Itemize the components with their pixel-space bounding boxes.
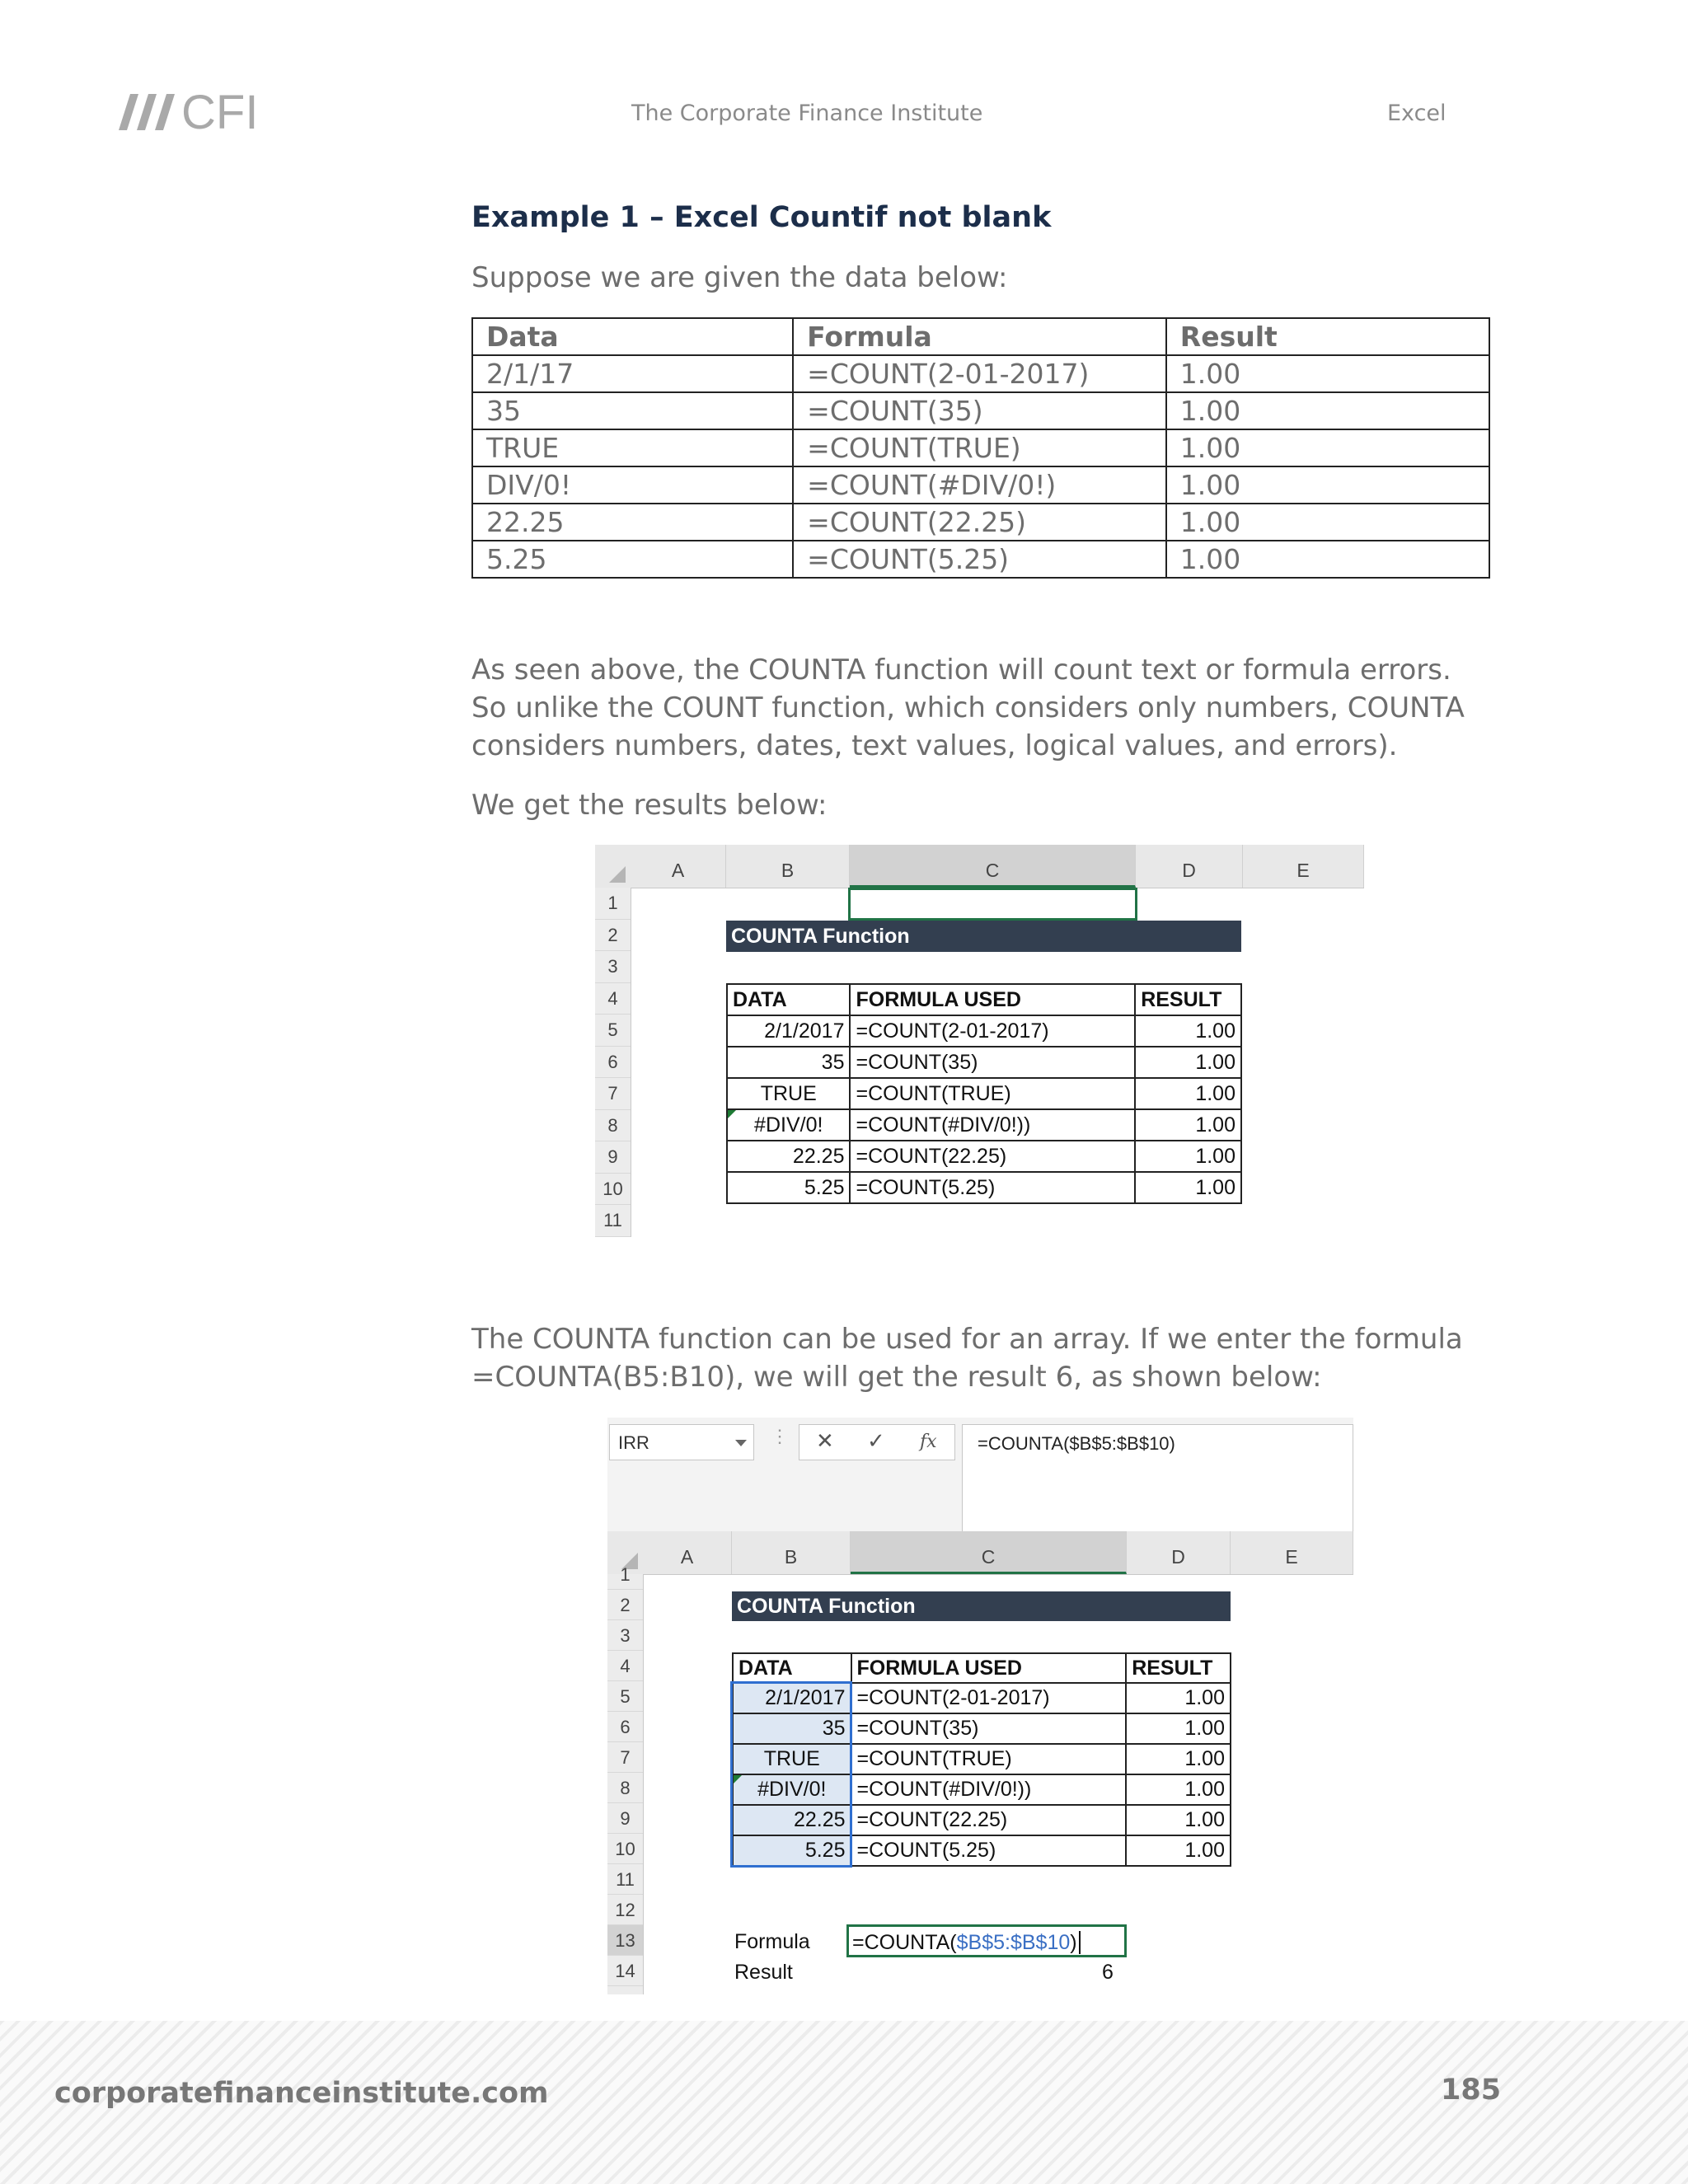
formula-cell[interactable]: =COUNT(#DIV/0!)) [850, 1109, 1135, 1141]
result-cell[interactable]: 1.00 [1126, 1835, 1231, 1866]
table-cell: =COUNT(#DIV/0!) [793, 466, 1166, 504]
excel-screenshot-2 [607, 1418, 1353, 1994]
sheet-column-header[interactable]: FORMULA USED [850, 984, 1135, 1015]
formula-cell[interactable]: =COUNT(5.25) [850, 1172, 1135, 1203]
data-cell[interactable]: 5.25 [727, 1172, 850, 1203]
intro-paragraph: Suppose we are given the data below: [471, 261, 1008, 294]
data-cell[interactable]: TRUE [727, 1078, 850, 1109]
row-number[interactable]: 11 [595, 1205, 631, 1237]
row-number[interactable]: 4 [607, 1651, 643, 1681]
table-row [727, 1109, 1241, 1141]
column-c-header[interactable]: C [851, 1531, 1127, 1574]
table-cell: 1.00 [1166, 392, 1489, 429]
sheet-header-row [727, 984, 1241, 1015]
formula-cell[interactable]: =COUNT(2-01-2017) [850, 1015, 1135, 1047]
result-cell[interactable]: 1.00 [1135, 1109, 1241, 1141]
row-number[interactable]: 7 [595, 1078, 631, 1110]
table-cell: =COUNT(2-01-2017) [793, 355, 1166, 392]
column-header: Formula [793, 318, 1166, 355]
result-cell[interactable]: 1.00 [1135, 1078, 1241, 1109]
table-header-row [472, 318, 1489, 355]
enter-icon[interactable]: ✓ [867, 1428, 885, 1453]
table-cell: =COUNT(TRUE) [793, 429, 1166, 466]
data-cell[interactable]: 35 [727, 1047, 850, 1078]
sheet-column-header[interactable]: RESULT [1126, 1653, 1231, 1683]
text-cursor [1079, 1931, 1081, 1954]
column-d-header[interactable]: D [1127, 1531, 1231, 1574]
result-cell[interactable]: 1.00 [1126, 1744, 1231, 1774]
table-cell: 1.00 [1166, 466, 1489, 504]
table-cell: 1.00 [1166, 429, 1489, 466]
row-number[interactable]: 12 [607, 1895, 643, 1925]
data-table [471, 317, 1490, 579]
data-cell[interactable]: TRUE [733, 1744, 851, 1774]
sheet-title-bar: COUNTA Function [726, 921, 1241, 952]
data-cell[interactable]: 2/1/2017 [733, 1683, 851, 1713]
table-cell: 5.25 [472, 541, 793, 578]
table-cell: TRUE [472, 429, 793, 466]
table-cell: 1.00 [1166, 504, 1489, 541]
result-label: Result [734, 1961, 793, 1984]
row-number[interactable]: 7 [607, 1742, 643, 1773]
formula-cell[interactable]: =COUNT(#DIV/0!)) [851, 1774, 1127, 1805]
insert-function-icon[interactable]: fx [920, 1432, 937, 1452]
row-number[interactable]: 9 [595, 1141, 631, 1174]
sheet-header-row [733, 1653, 1231, 1683]
array-paragraph: The COUNTA function can be used for an array. If we enter the formula =COUNTA(B5:B10), we will get the result 6, as shown below: [471, 1323, 1463, 1394]
row-number[interactable]: 2 [595, 920, 631, 952]
row-number[interactable]: 6 [607, 1712, 643, 1742]
table-row [472, 504, 1489, 541]
formula-cell[interactable]: =COUNT(35) [850, 1047, 1135, 1078]
formula-cell[interactable]: =COUNT(22.25) [850, 1141, 1135, 1172]
cfi-logo [114, 82, 262, 137]
row-number[interactable]: 11 [607, 1864, 643, 1895]
chevron-down-icon[interactable] [735, 1440, 747, 1446]
svg-text:CFI: CFI [181, 86, 259, 137]
formula-cell[interactable]: =COUNT(22.25) [851, 1805, 1127, 1835]
select-all-corner[interactable] [595, 845, 631, 888]
row-number[interactable]: 3 [607, 1620, 643, 1651]
column-header: Result [1166, 318, 1489, 355]
results-intro: We get the results below: [471, 789, 828, 822]
more-options-icon[interactable]: ⋮ [771, 1426, 789, 1446]
result-cell[interactable]: 1.00 [1126, 1713, 1231, 1744]
formula-suffix: ) [1070, 1931, 1077, 1954]
footer-url[interactable]: corporatefinanceinstitute.com [54, 2077, 549, 2110]
row-number[interactable]: 13 [607, 1925, 643, 1956]
data-cell[interactable]: 35 [733, 1713, 851, 1744]
row-number[interactable]: 9 [607, 1803, 643, 1834]
result-cell[interactable]: 1.00 [1135, 1015, 1241, 1047]
table-row [727, 1047, 1241, 1078]
data-cell[interactable]: #DIV/0! [727, 1109, 850, 1141]
table-cell: =COUNT(5.25) [793, 541, 1166, 578]
column-b-header[interactable]: B [726, 845, 850, 888]
result-cell[interactable]: 1.00 [1135, 1047, 1241, 1078]
sheet-title-bar: COUNTA Function [732, 1591, 1231, 1621]
formula-cell[interactable]: =COUNT(TRUE) [851, 1744, 1127, 1774]
example-heading: Example 1 – Excel Countif not blank [471, 201, 1052, 234]
table-row [727, 1078, 1241, 1109]
formula-cell[interactable]: =COUNT(5.25) [851, 1835, 1127, 1866]
table-row [727, 1172, 1241, 1203]
sheet-table [726, 983, 1242, 1204]
column-e-header[interactable]: E [1231, 1531, 1353, 1574]
data-cell[interactable]: #DIV/0! [733, 1774, 851, 1805]
table-row [472, 429, 1489, 466]
result-cell[interactable]: 1.00 [1126, 1805, 1231, 1835]
row-number[interactable]: 2 [607, 1590, 643, 1620]
row-number[interactable]: 1 [607, 1559, 643, 1590]
excel-screenshot-1 [595, 845, 1364, 1237]
row-number[interactable]: 1 [595, 888, 631, 920]
column-header: Data [472, 318, 793, 355]
row-number[interactable]: 8 [595, 1110, 631, 1142]
formula-input[interactable]: =COUNTA($B$5:$B$10) [962, 1424, 1353, 1540]
column-e-header[interactable]: E [1243, 845, 1364, 888]
column-c-header[interactable]: C [850, 845, 1136, 888]
data-cell[interactable]: 22.25 [733, 1805, 851, 1835]
data-cell[interactable]: 5.25 [733, 1835, 851, 1866]
cancel-icon[interactable]: ✕ [816, 1428, 834, 1453]
counta-explanation: As seen above, the COUNTA function will count text or formula errors. So unlike the COUNT function, which considers only numbers, COUNTA considers numbers, dates, text values, logical values, and errors). [471, 654, 1465, 762]
row-number[interactable]: 5 [607, 1681, 643, 1712]
formula-cell[interactable]: =COUNT(TRUE) [850, 1078, 1135, 1109]
formula-cell[interactable]: =COUNT(2-01-2017) [851, 1683, 1127, 1713]
formula-range-ref: $B$5:$B$10 [956, 1931, 1071, 1954]
formula-cell[interactable]: =COUNT(35) [851, 1713, 1127, 1744]
sheet-column-header[interactable]: RESULT [1135, 984, 1241, 1015]
column-d-header[interactable]: D [1136, 845, 1243, 888]
table-cell: DIV/0! [472, 466, 793, 504]
result-value: 6 [1102, 1961, 1114, 1984]
column-a-header[interactable]: A [631, 845, 726, 888]
result-cell[interactable]: 1.00 [1126, 1683, 1231, 1713]
row-number[interactable]: 3 [595, 951, 631, 983]
row-number[interactable]: 10 [607, 1834, 643, 1864]
row-number[interactable]: 14 [607, 1956, 643, 1986]
table-row [727, 1015, 1241, 1047]
formula-label: Formula [734, 1930, 810, 1953]
table-cell: 1.00 [1166, 355, 1489, 392]
table-cell: =COUNT(35) [793, 392, 1166, 429]
page-number: 185 [1441, 2074, 1502, 2107]
header-section: Excel [1387, 101, 1447, 126]
table-row [727, 1141, 1241, 1172]
result-cell[interactable]: 1.00 [1135, 1172, 1241, 1203]
active-cell-c13[interactable] [846, 1924, 1127, 1957]
active-cell-c1[interactable] [848, 888, 1137, 921]
result-cell[interactable]: 1.00 [1126, 1774, 1231, 1805]
range-selection-b5-b10[interactable] [730, 1681, 852, 1868]
table-row [472, 466, 1489, 504]
table-cell: 35 [472, 392, 793, 429]
column-b-header[interactable]: B [732, 1531, 851, 1574]
row-number[interactable]: 10 [595, 1174, 631, 1206]
row-number[interactable]: 5 [595, 1015, 631, 1047]
table-row [472, 355, 1489, 392]
table-cell: =COUNT(22.25) [793, 504, 1166, 541]
name-box-value: IRR [618, 1432, 649, 1453]
table-cell: 2/1/17 [472, 355, 793, 392]
sheet-column-header[interactable]: DATA [727, 984, 850, 1015]
table-row [472, 392, 1489, 429]
table-cell: 22.25 [472, 504, 793, 541]
name-box[interactable] [609, 1424, 754, 1460]
column-a-header[interactable]: A [643, 1531, 732, 1574]
data-cell[interactable]: 22.25 [727, 1141, 850, 1172]
sheet-column-header[interactable]: FORMULA USED [851, 1653, 1127, 1683]
formula-buttons [799, 1424, 955, 1460]
formula-prefix: =COUNTA( [852, 1931, 957, 1954]
table-cell: 1.00 [1166, 541, 1489, 578]
header-publisher: The Corporate Finance Institute [631, 101, 983, 126]
row-number[interactable]: 6 [595, 1047, 631, 1079]
row-number[interactable]: 8 [607, 1773, 643, 1803]
row-number[interactable]: 4 [595, 983, 631, 1015]
table-row [472, 541, 1489, 578]
sheet-column-header[interactable]: DATA [733, 1653, 851, 1683]
data-cell[interactable]: 2/1/2017 [727, 1015, 850, 1047]
result-cell[interactable]: 1.00 [1135, 1141, 1241, 1172]
